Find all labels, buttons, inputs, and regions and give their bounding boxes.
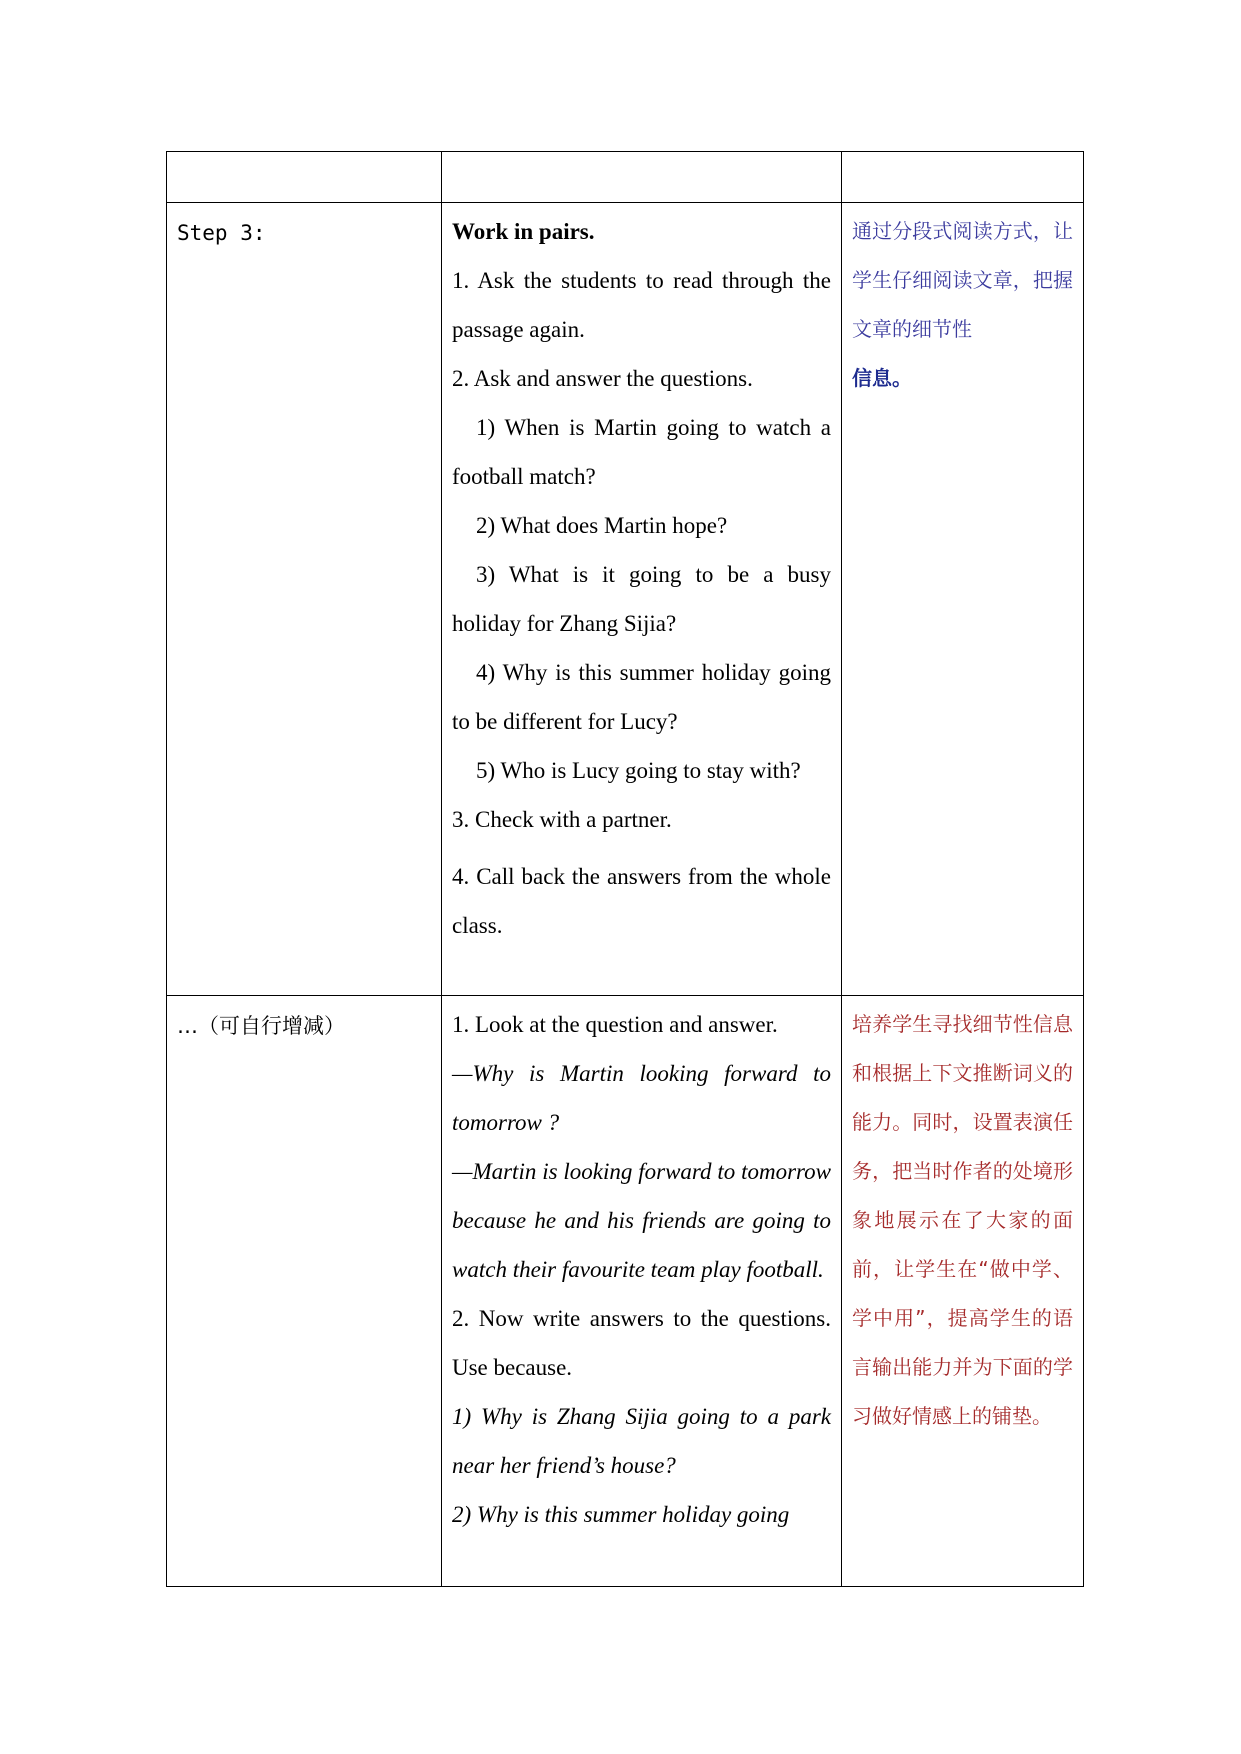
activity-line: 2. Now write answers to the questions. Use because.	[452, 1306, 831, 1380]
question-line: 1) When is Martin going to watch a football match?	[452, 415, 831, 489]
empty-cell	[842, 152, 1084, 203]
activity-line: 2. Ask and answer the questions.	[452, 366, 753, 391]
note-cell	[842, 203, 1084, 996]
activity-line: 1. Ask the students to read through the passage again.	[452, 268, 831, 342]
dialogue-answer: —Martin is looking forward to tomorrow because he and his friends are going to watch their favourite team play football.	[452, 1159, 831, 1282]
lesson-plan-table	[166, 151, 1084, 1587]
table-row	[167, 152, 1084, 203]
table-row	[167, 996, 1084, 1587]
activity-cell	[442, 203, 842, 996]
question-line: 2) What does Martin hope?	[476, 513, 728, 538]
note-cell	[842, 996, 1084, 1587]
question-line: 5) Who is Lucy going to stay with?	[476, 758, 801, 783]
question-line: 4) Why is this summer holiday going to be different for Lucy?	[452, 660, 831, 734]
design-note-end: 信息。	[852, 366, 912, 390]
activity-line: 4. Call back the answers from the whole class.	[452, 864, 831, 938]
step-cell	[167, 203, 442, 996]
empty-cell	[442, 152, 842, 203]
activity-cell	[442, 996, 842, 1587]
design-note: 通过分段式阅读方式，让学生仔细阅读文章，把握文章的细节性	[852, 219, 1073, 341]
design-note: 培养学生寻找细节性信息和根据上下文推断词义的能力。同时，设置表演任务，把当时作者的处境形象地展示在了大家的面前，让学生在“做中学、学中用”，提高学生的语言输出能力并为下面的学习做好情感上的铺垫。	[852, 1012, 1073, 1428]
question-line: 3) What is it going to be a busy holiday for Zhang Sijia?	[452, 562, 831, 636]
activity-heading: Work in pairs.	[452, 219, 595, 244]
activity-line: 1. Look at the question and answer.	[452, 1012, 778, 1037]
question-line: 2) Why is this summer holiday going	[452, 1502, 790, 1527]
step-label: …（可自行增减）	[177, 1014, 345, 1038]
step-cell	[167, 996, 442, 1587]
step-label: Step 3:	[177, 221, 266, 245]
table-row	[167, 203, 1084, 996]
dialogue-question: —Why is Martin looking forward to tomorrow ?	[452, 1061, 831, 1135]
empty-cell	[167, 152, 442, 203]
question-line: 1) Why is Zhang Sijia going to a park near her friend’s house?	[452, 1404, 831, 1478]
activity-line: 3. Check with a partner.	[452, 807, 672, 832]
